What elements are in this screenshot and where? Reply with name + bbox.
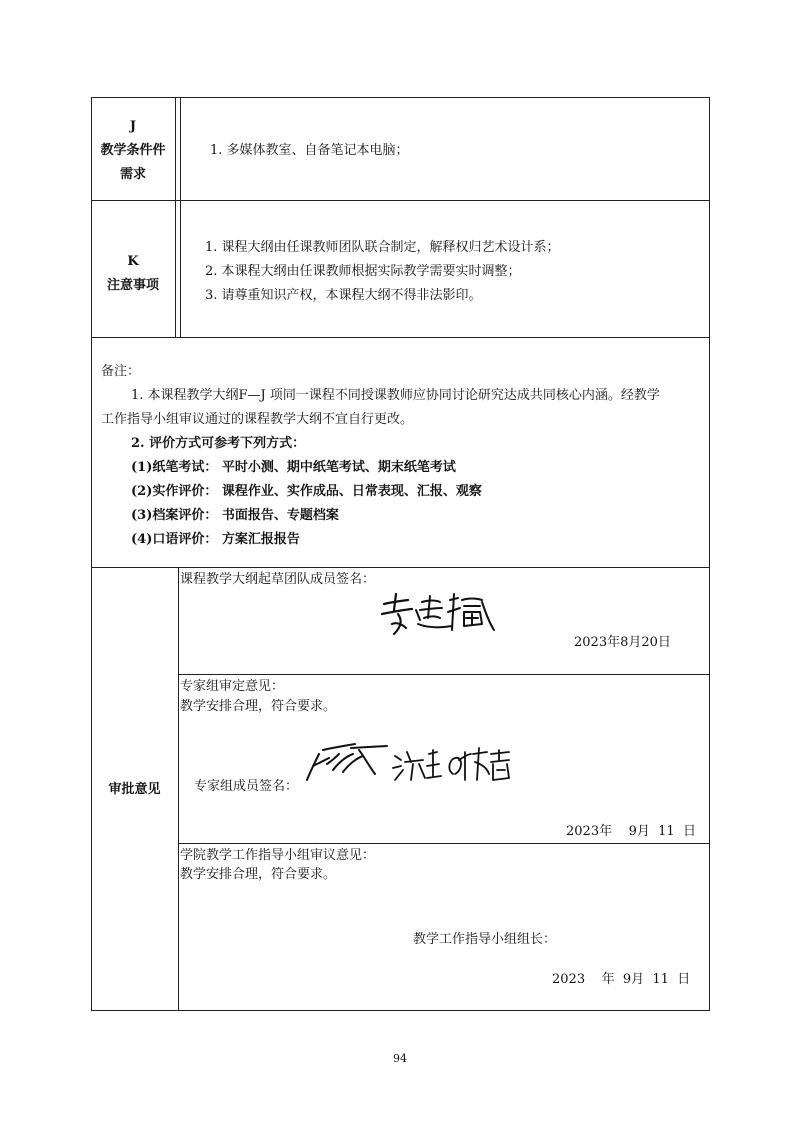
notes-method-3: (3)档案评价： 书面报告、专题档案 (131, 508, 339, 523)
row-j-content: 1. 多媒体教室、自备笔记本电脑； (210, 143, 409, 158)
notes-label: 备注： (101, 364, 141, 379)
row-k-item-1: 1. 课程大纲由任课教师团队联合制定，解释权归艺术设计系； (205, 240, 560, 255)
notes-item1-line1: 1. 本课程教学大纲F—J 项同一课程不同授课教师应协同讨论研究达成共同核心内涵。经教学 (131, 388, 660, 403)
drafting-date: 2023年8月20日 (574, 635, 671, 650)
row-divider-k-notes (91, 337, 710, 338)
column-divider-approval (178, 567, 179, 1011)
notes-method-2: (2)实作评价： 课程作业、实作成品、日常表现、汇报、观察 (131, 484, 482, 499)
row-j-letter: J (129, 119, 137, 134)
drafting-signature (378, 590, 498, 640)
drafting-sign-label: 课程教学大纲起草团队成员签名： (180, 572, 376, 587)
page-number: 94 (393, 1052, 407, 1065)
row-divider-notes-approval (91, 567, 710, 568)
expert-opinion-label: 专家组审定意见： (180, 679, 285, 694)
row-k-title: 注意事项 (106, 278, 159, 293)
approval-label: 审批意见 (108, 782, 161, 797)
notes-item2: 2. 评价方式可参考下列方式： (131, 436, 306, 451)
expert-opinion-text: 教学安排合理，符合要求。 (180, 699, 337, 714)
row-j-title-line1: 教学条件件 (100, 143, 166, 158)
college-opinion-label: 学院教学工作指导小组审议意见： (180, 848, 376, 863)
college-leader-label: 教学工作指导小组组长： (413, 932, 557, 947)
row-divider-expert-college (178, 843, 710, 844)
row-k-item-3: 3. 请尊重知识产权，本课程大纲不得非法影印。 (205, 288, 482, 303)
college-opinion-text: 教学安排合理，符合要求。 (180, 867, 337, 882)
row-divider-drafting-expert (178, 674, 710, 675)
row-k-item-2: 2. 本课程大纲由任课教师根据实际教学需要实时调整； (205, 264, 521, 279)
notes-item1-line2: 工作指导小组审议通过的课程教学大纲不宜自行更改。 (101, 412, 414, 427)
row-divider-j-k (91, 200, 710, 201)
row-j-title-line2: 需求 (119, 167, 146, 182)
row-k-letter: K (127, 254, 139, 269)
expert-signatures (303, 740, 523, 790)
column-divider-top (175, 97, 181, 337)
notes-method-4: (4)口语评价： 方案汇报报告 (131, 532, 300, 547)
college-date: 2023 年 9月 11 日 (552, 972, 691, 987)
notes-method-1: (1)纸笔考试： 平时小测、期中纸笔考试、期末纸笔考试 (131, 460, 456, 475)
expert-date: 2023年 9月 11 日 (566, 824, 696, 839)
expert-sign-label: 专家组成员签名： (194, 779, 299, 794)
